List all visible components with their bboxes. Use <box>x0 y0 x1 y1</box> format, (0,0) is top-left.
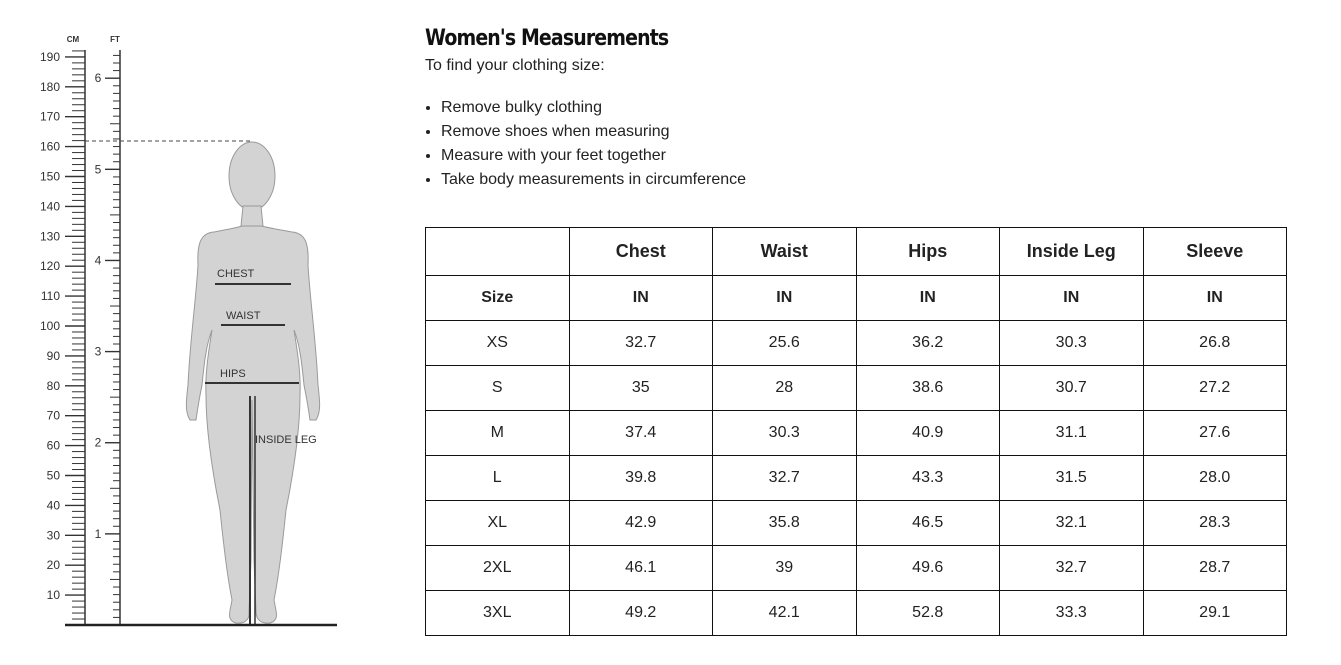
size-cell: 2XL <box>426 546 570 591</box>
sleeve-cell: 27.6 <box>1143 411 1287 456</box>
ft-scale-label: FT <box>110 35 120 44</box>
table-row <box>426 591 1287 636</box>
cm-tick-label: 100 <box>39 319 60 333</box>
cm-tick-label: 30 <box>46 528 60 543</box>
header-cell-inside-leg: Inside Leg <box>1000 228 1144 276</box>
header-cell-sleeve: Sleeve <box>1143 228 1287 276</box>
cm-tick-label: 80 <box>46 378 60 393</box>
intro-text: To find your clothing size: <box>425 57 605 74</box>
list-item: • Take body measurements in circumference <box>441 168 1305 192</box>
hips-cell: 52.8 <box>856 591 1000 636</box>
sleeve-cell: 28.0 <box>1143 456 1287 501</box>
measurement-figure <box>0 0 400 665</box>
tips-list <box>425 96 1305 192</box>
table-row <box>426 411 1287 456</box>
chest-cell: 32.7 <box>569 321 713 366</box>
ft-tick-label: 6 <box>94 71 102 86</box>
cm-tick-label: 160 <box>39 139 60 154</box>
cm-tick-label: 40 <box>46 498 60 513</box>
sleeve-cell: 28.3 <box>1143 501 1287 546</box>
size-cell: XS <box>426 321 570 366</box>
waist-cell: 42.1 <box>713 591 857 636</box>
cm-tick-label: 190 <box>39 49 60 64</box>
size-cell: S <box>426 366 570 411</box>
list-item: • Remove bulky clothing <box>441 96 1305 120</box>
cm-ticks <box>40 50 85 619</box>
page-title: Women's Measurements <box>425 26 669 51</box>
chest-cell: 35 <box>569 366 713 411</box>
cm-tick-label: 60 <box>46 438 60 453</box>
cm-tick-label: 140 <box>39 199 60 214</box>
header-cell-blank <box>426 228 570 276</box>
cm-scale-label: CM <box>66 35 80 44</box>
cm-tick-label: 180 <box>39 79 60 94</box>
chest-cell: 49.2 <box>569 591 713 636</box>
sleeve-cell: 27.2 <box>1143 366 1287 411</box>
measurement-info <box>425 22 1305 621</box>
table-row <box>426 501 1287 546</box>
ft-tick-label: 1 <box>94 526 102 541</box>
waist-label: WAIST <box>226 310 261 322</box>
inside-leg-cell: 32.1 <box>1000 501 1144 546</box>
ft-tick-label: 2 <box>94 435 102 450</box>
hips-cell: 46.5 <box>856 501 1000 546</box>
inside-leg-cell: 31.1 <box>1000 411 1144 456</box>
hips-cell: 36.2 <box>856 321 1000 366</box>
waist-cell: 28 <box>713 366 857 411</box>
cm-tick-label: 50 <box>46 468 60 483</box>
ft-tick-label: 5 <box>94 162 102 177</box>
waist-cell: 25.6 <box>713 321 857 366</box>
chest-cell: 39.8 <box>569 456 713 501</box>
cm-tick-label: 90 <box>46 348 60 363</box>
table-row <box>426 456 1287 501</box>
chest-cell: 37.4 <box>569 411 713 456</box>
cm-tick-label: 170 <box>39 109 60 124</box>
units-cell: IN <box>1000 276 1144 321</box>
size-cell: 3XL <box>426 591 570 636</box>
hips-cell: 40.9 <box>856 411 1000 456</box>
cm-tick-label: 110 <box>40 289 60 304</box>
table-row <box>426 366 1287 411</box>
chest-cell: 46.1 <box>569 546 713 591</box>
units-cell: Size <box>426 276 570 321</box>
size-cell: XL <box>426 501 570 546</box>
inside-leg-label: INSIDE LEG <box>255 434 317 446</box>
size-cell: M <box>426 411 570 456</box>
cm-tick-label: 20 <box>46 558 60 573</box>
units-cell: IN <box>569 276 713 321</box>
header-cell-waist: Waist <box>713 228 857 276</box>
ft-ticks <box>95 55 120 617</box>
cm-tick-label: 120 <box>39 259 60 274</box>
hips-cell: 49.6 <box>856 546 1000 591</box>
sleeve-cell: 26.8 <box>1143 321 1287 366</box>
inside-leg-cell: 30.7 <box>1000 366 1144 411</box>
hips-cell: 38.6 <box>856 366 1000 411</box>
hips-cell: 43.3 <box>856 456 1000 501</box>
inside-leg-cell: 33.3 <box>1000 591 1144 636</box>
chest-cell: 42.9 <box>569 501 713 546</box>
size-chart-table <box>425 227 1287 636</box>
units-cell: IN <box>1143 276 1287 321</box>
waist-cell: 30.3 <box>713 411 857 456</box>
chest-label: CHEST <box>217 268 255 280</box>
waist-cell: 32.7 <box>713 456 857 501</box>
units-cell: IN <box>856 276 1000 321</box>
inside-leg-cell: 31.5 <box>1000 456 1144 501</box>
table-row <box>426 321 1287 366</box>
size-cell: L <box>426 456 570 501</box>
ft-tick-label: 4 <box>94 253 102 268</box>
ft-tick-label: 3 <box>94 344 102 359</box>
table-units-row <box>426 276 1287 321</box>
list-item: • Measure with your feet together <box>441 144 1305 168</box>
sleeve-cell: 29.1 <box>1143 591 1287 636</box>
cm-tick-label: 70 <box>46 408 60 423</box>
table-header-row <box>426 228 1287 276</box>
cm-tick-label: 130 <box>39 229 60 244</box>
waist-cell: 35.8 <box>713 501 857 546</box>
cm-tick-label: 150 <box>39 169 60 184</box>
sleeve-cell: 28.7 <box>1143 546 1287 591</box>
waist-cell: 39 <box>713 546 857 591</box>
inside-leg-cell: 32.7 <box>1000 546 1144 591</box>
inside-leg-cell: 30.3 <box>1000 321 1144 366</box>
list-item: • Remove shoes when measuring <box>441 120 1305 144</box>
header-cell-hips: Hips <box>856 228 1000 276</box>
cm-tick-label: 10 <box>46 588 60 603</box>
table-row <box>426 546 1287 591</box>
units-cell: IN <box>713 276 857 321</box>
hips-label: HIPS <box>220 368 246 380</box>
header-cell-chest: Chest <box>569 228 713 276</box>
